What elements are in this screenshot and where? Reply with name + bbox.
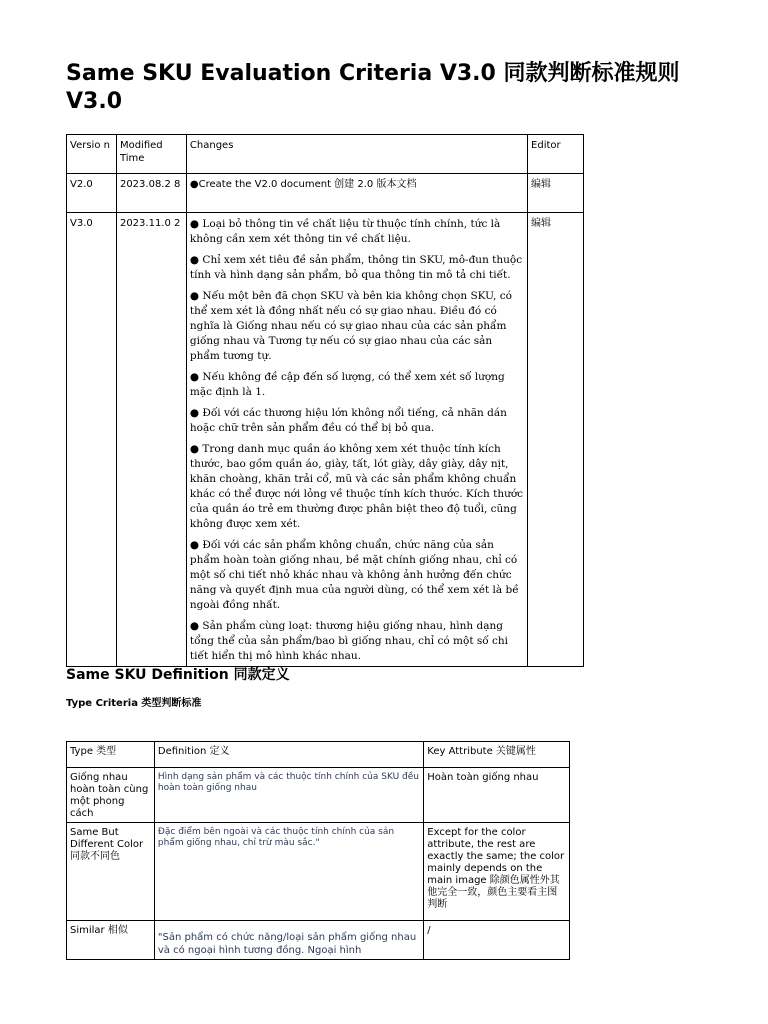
section-heading: Same SKU Definition 同款定义: [66, 667, 290, 683]
time-cell: 2023.08.2 8: [116, 174, 186, 213]
type-cell: Similar 相似: [67, 921, 155, 960]
changes-cell: [186, 213, 527, 667]
editor-cell: 编辑: [528, 174, 584, 213]
table-header-row: [67, 135, 584, 174]
version-cell: V2.0: [67, 174, 117, 213]
type-cell: Giống nhau hoàn toàn cùng một phong cách: [67, 768, 155, 823]
definition-cell: Hình dạng sản phẩm và các thuộc tính chính của SKU đều hoàn toàn giống nhau: [154, 768, 423, 823]
header-modified-time: Modified Time: [116, 135, 186, 174]
change-item: ● Đối với các thương hiệu lớn không nổi tiếng, cả nhãn dán hoặc chữ trên sản phẩm đều có thể bị bỏ qua.: [189, 407, 507, 434]
version-cell: V3.0: [67, 213, 117, 667]
time-cell: 2023.11.0 2: [116, 213, 186, 667]
version-history-table: [66, 134, 584, 667]
table-row: [67, 174, 584, 213]
key-attribute-cell: Except for the color attribute, the rest are exactly the same; the color mainly depends on the main image 除颜色属性外其他完全一致，颜色主要看主图判断: [424, 823, 570, 921]
key-attribute-cell: /: [424, 921, 570, 960]
changes-cell: ●Create the V2.0 document 创建 2.0 版本文档: [186, 174, 527, 213]
table-row: [67, 768, 570, 823]
change-item: ● Loại bỏ thông tin về chất liệu từ thuộc tính chính, tức là không cần xem xét thông tin về chất liệu.: [189, 218, 501, 245]
change-item: ● Đối với các sản phẩm không chuẩn, chức năng của sản phẩm hoàn toàn giống nhau, bề mặt chính giống nhau, chỉ có một số chi tiết nhỏ khác nhau và không ảnh hưởng đến chức năng và quyết định mua của người dùng, có thể xem xét là bề ngoài đồng nhất.: [189, 539, 519, 611]
change-item: ● Sản phẩm cùng loạt: thương hiệu giống nhau, hình dạng tổng thể của sản phẩm/bao bì giống nhau, chỉ có một số chi tiết hiển thị mô hình khác nhau.: [189, 620, 509, 662]
table-header-row: [67, 742, 570, 768]
document-title: Same SKU Evaluation Criteria V3.0 同款判断标准规则 V3.0: [66, 61, 680, 114]
sub-heading: Type Criteria 类型判断标准: [66, 698, 202, 709]
type-cell: Same But Different Color 同款不同色: [67, 823, 155, 921]
change-item: ● Nếu một bên đã chọn SKU và bên kia không chọn SKU, có thể xem xét là đồng nhất nếu có sự giao nhau. Điều đó có nghĩa là Giống nhau nếu có sự giao nhau của các sản phẩm giống nhau và Tương tự nếu có sự giao nhau của các sản phẩm tương tự.: [189, 290, 512, 362]
table-row: [67, 213, 584, 667]
definition-table: [66, 741, 570, 960]
table-row: [67, 921, 570, 960]
editor-cell: 编辑: [528, 213, 584, 667]
change-item: ● Trong danh mục quần áo không xem xét thuộc tính kích thước, bao gồm quần áo, giày, tất, lót giày, dây giày, dây nịt, khăn choàng, khăn trải cổ, mũ và các sản phẩm không chuẩn khác có thể được nới lỏng về thuộc tính kích thước. Kích thước của quần áo trẻ em thường được phân biệt theo độ tuổi, cũng không được xem xét.: [189, 443, 524, 530]
table-row: [67, 823, 570, 921]
header-definition: Definition 定义: [154, 742, 423, 768]
change-item: ● Chỉ xem xét tiêu đề sản phẩm, thông tin SKU, mô-đun thuộc tính và hình dạng sản phẩm, bỏ qua thông tin mô tả chi tiết.: [189, 254, 523, 281]
header-changes: Changes: [186, 135, 527, 174]
header-type: Type 类型: [67, 742, 155, 768]
change-item: ● Nếu không đề cập đến số lượng, có thể xem xét số lượng mặc định là 1.: [189, 371, 505, 398]
definition-cell: Đặc điểm bên ngoài và các thuộc tính chính của sản phẩm giống nhau, chỉ trừ màu sắc.": [154, 823, 423, 921]
header-version: Versio n: [67, 135, 117, 174]
definition-cell: "Sản phẩm có chức năng/loại sản phẩm giống nhau và có ngoại hình tương đồng. Ngoại hình: [154, 921, 423, 960]
header-key-attribute: Key Attribute 关键属性: [424, 742, 570, 768]
header-editor: Editor: [528, 135, 584, 174]
key-attribute-cell: Hoàn toàn giống nhau: [424, 768, 570, 823]
